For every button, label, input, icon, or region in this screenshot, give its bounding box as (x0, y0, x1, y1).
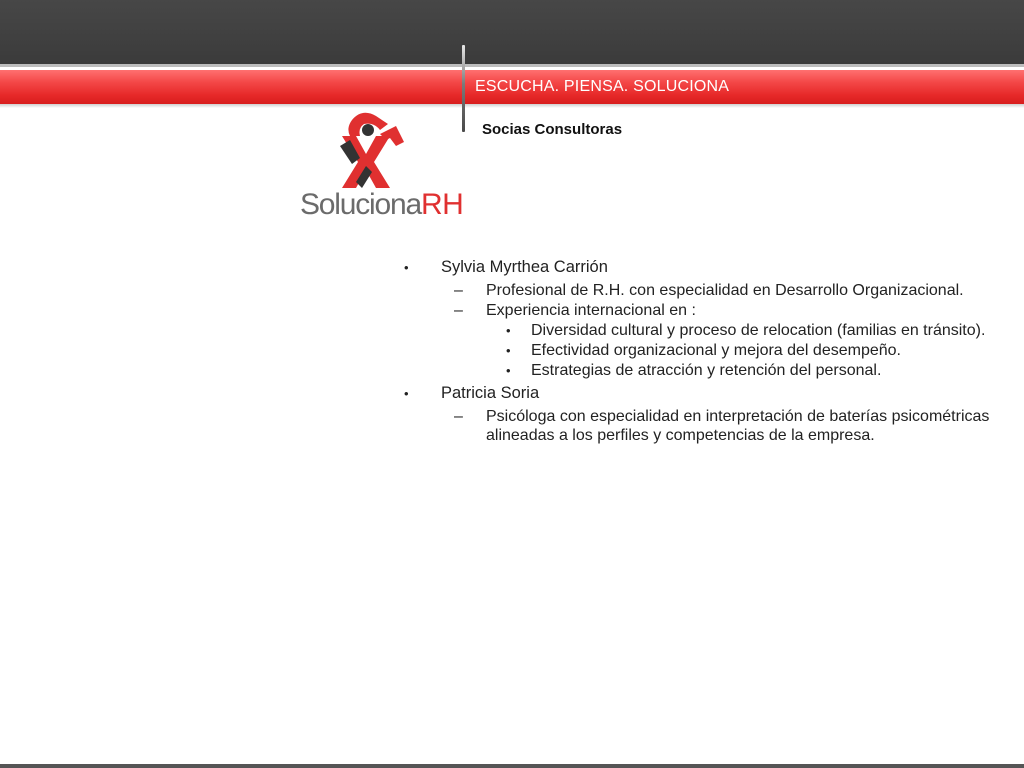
subpoint-text: Efectividad organizacional y mejora del desempeño. (531, 342, 901, 359)
dash-icon: – (454, 408, 463, 425)
list-item-point (400, 407, 1010, 445)
list-item-subpoint (400, 361, 1010, 380)
bullet-icon: • (506, 363, 511, 378)
section-title: Socias Consultoras (482, 121, 623, 138)
bullet-icon: • (404, 260, 409, 275)
logo-name-text: Soluciona (300, 188, 421, 221)
list-item-subpoint (400, 341, 1010, 360)
list-item-person (400, 384, 1010, 403)
list-item-point (400, 301, 1010, 320)
list-item-person (400, 258, 1010, 277)
point-text: Profesional de R.H. con especialidad en Desarrollo Organizacional. (486, 282, 964, 299)
red-band-shadow (0, 104, 1024, 108)
person-name: Sylvia Myrthea Carrión (441, 258, 608, 276)
subpoint-text: Estrategias de atracción y retención del personal. (531, 362, 882, 379)
solucionarh-logo (300, 106, 468, 222)
person-name: Patricia Soria (441, 384, 540, 402)
bottom-border (0, 764, 1024, 768)
top-divider-line (0, 64, 1024, 67)
logo-rh-text: RH (420, 188, 464, 221)
bullet-icon: • (506, 323, 511, 338)
dash-icon: – (454, 282, 463, 299)
partners-list (400, 258, 1010, 446)
bullet-icon: • (404, 386, 409, 401)
point-text: Psicóloga con especialidad en interpretación de baterías psicométricas alineadas a los perfiles y competencias de la empresa. (486, 408, 990, 444)
list-item-subpoint (400, 321, 1010, 340)
tagline: ESCUCHA. PIENSA. SOLUCIONA (475, 78, 730, 95)
logo-figure-icon (300, 106, 468, 190)
point-text: Experiencia internacional en : (486, 302, 696, 319)
top-bar (0, 0, 1024, 64)
list-item-point (400, 281, 1010, 300)
bullet-icon: • (506, 343, 511, 358)
logo-wordmark (300, 188, 463, 222)
dash-icon: – (454, 302, 463, 319)
subpoint-text: Diversidad cultural y proceso de relocation (familias en tránsito). (531, 322, 986, 339)
